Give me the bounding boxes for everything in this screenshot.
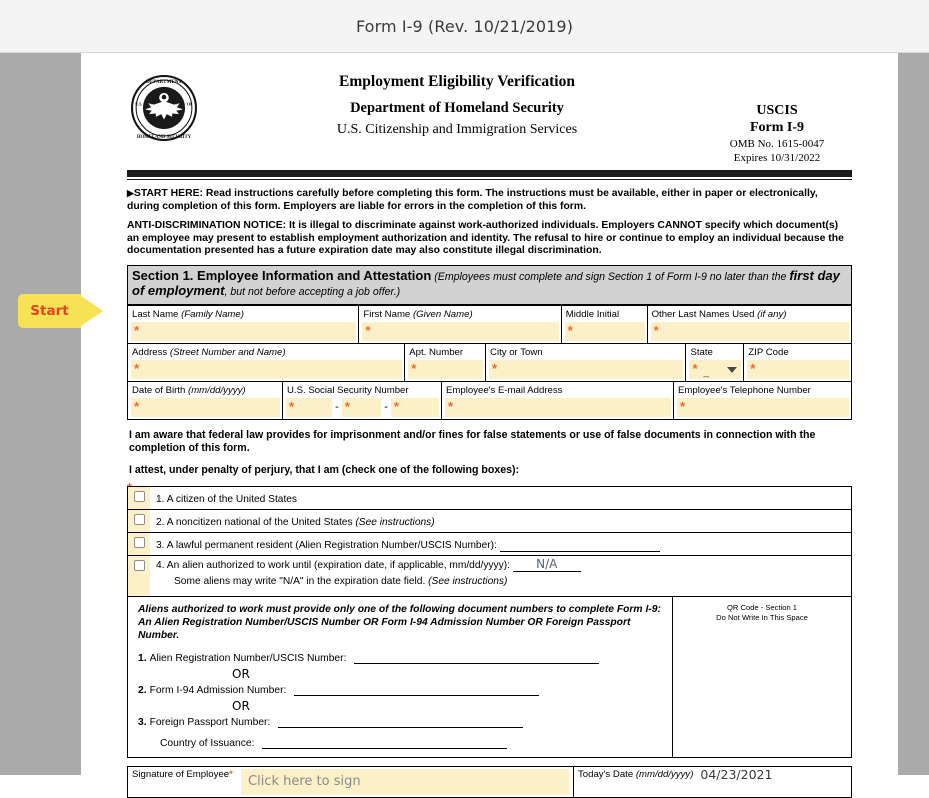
other-last-names-input[interactable] — [651, 322, 849, 341]
alien-registration-number-input[interactable] — [354, 651, 599, 664]
email-cell — [442, 382, 674, 419]
start-here-paragraph — [127, 187, 852, 213]
form-page — [81, 53, 898, 790]
window-title-bar — [0, 0, 929, 53]
triangle-right-icon: ▶ — [127, 188, 134, 198]
qr-code-title: QR Code - Section 1 — [726, 602, 798, 612]
antidiscrimination-cannot: CANNOT — [657, 220, 702, 232]
email-label: Employee's E-mail Address — [446, 384, 563, 396]
citizenship-option-3-label: 3. A lawful permanent resident (Alien Registration Number/USCIS Number): — [150, 536, 660, 552]
citizenship-option-2-label: 2. A noncitizen national of the United States (See instructions) — [156, 516, 435, 528]
alien-doc-3-number: 3. — [138, 716, 147, 728]
city-cell — [486, 344, 686, 381]
citizenship-option-4-label — [150, 556, 581, 588]
signature-row — [127, 766, 852, 798]
dob-input[interactable] — [131, 398, 280, 417]
todays-date-value[interactable]: 04/23/2021 — [700, 766, 773, 782]
antidiscrimination-text-1: It is illegal to discriminate against work-authorized individuals. Employers — [286, 220, 658, 232]
address-input[interactable] — [131, 360, 402, 379]
dob-label: Date of Birth (mm/dd/yyyy) — [132, 384, 246, 396]
ssn-label: U.S. Social Security Number — [287, 384, 409, 396]
start-tag-pointer-icon — [78, 294, 103, 328]
or-separator-1: OR — [232, 666, 250, 681]
section1-subtitle-2: , but not before accepting a job offer.) — [224, 286, 401, 299]
required-asterisk: * — [365, 322, 371, 338]
signature-placeholder: Click here to sign — [248, 774, 361, 790]
first-name-cell — [359, 306, 561, 343]
dhs-seal-icon — [130, 74, 198, 142]
apt-number-label: Apt. Number — [409, 346, 464, 358]
required-asterisk: * — [134, 360, 140, 376]
email-input[interactable] — [445, 398, 671, 417]
citizenship-option-2[interactable] — [127, 509, 852, 532]
last-name-cell — [128, 306, 359, 343]
omb-number: OMB No. 1615-0047 — [729, 138, 825, 150]
section1-title: Section 1. Employee Information and Attestation — [132, 267, 432, 283]
required-asterisk: * — [692, 360, 698, 376]
form-expiration: Expires 10/31/2022 — [733, 152, 821, 164]
section1-subtitle-1: (Employees must complete and sign Section 1 of Form I-9 no later than the — [434, 270, 790, 283]
citizenship-option-1-label: 1. A citizen of the United States — [156, 493, 298, 505]
alien-doc-3-label: Foreign Passport Number: — [149, 716, 271, 728]
header-divider-bar — [127, 170, 852, 177]
alien-registration-number-input-3[interactable] — [500, 540, 660, 552]
citizenship-option-4-line2: Some aliens may write "N/A" in the expiration date field. (See instructions) — [174, 575, 508, 587]
heading-dhs: Department of Homeland Security — [350, 100, 564, 116]
todays-date-cell — [574, 767, 851, 797]
apt-number-cell — [405, 344, 486, 381]
alien-documents-section — [127, 597, 852, 758]
svg-text:DEPARTMENT: DEPARTMENT — [146, 78, 182, 85]
header-divider-line — [127, 179, 852, 180]
passport-number-row — [138, 715, 664, 728]
or-separator-2: OR — [232, 698, 250, 713]
other-last-names-cell — [648, 306, 851, 343]
antidiscrimination-text-2: specify which document(s) an employee may present to establish employment authorization and identity. The refusal to hire or continue to employ an individual because the documentation presented has a future expiration date may also constitute illegal discrimination. — [127, 220, 844, 257]
state-cell — [686, 344, 744, 381]
alien-registration-number-row — [138, 651, 664, 664]
required-asterisk: * — [567, 322, 573, 338]
ssn-separator-2: - — [384, 400, 388, 413]
window-title: Form I-9 (Rev. 10/21/2019) — [355, 16, 574, 36]
phone-label: Employee's Telephone Number — [678, 384, 811, 396]
start-here-label: START HERE: — [133, 188, 203, 199]
city-label: City or Town — [490, 346, 543, 358]
signature-input[interactable] — [241, 769, 569, 795]
state-label: State — [690, 346, 713, 358]
last-name-label: Last Name (Family Name) — [132, 308, 244, 320]
instructions-block — [127, 187, 852, 258]
dob-ssn-contact-row — [127, 382, 852, 420]
heading-employment-eligibility: Employment Eligibility Verification — [339, 73, 575, 90]
middle-initial-input[interactable] — [565, 322, 645, 341]
section1-subtitle-bold: first day of employment — [132, 267, 840, 299]
start-arrow-tag[interactable] — [18, 294, 103, 328]
address-label: Address (Street Number and Name) — [132, 346, 286, 358]
svg-text:U.S.: U.S. — [135, 101, 143, 107]
apt-number-input[interactable] — [408, 360, 483, 379]
required-asterisk: * — [344, 398, 350, 414]
middle-initial-label: Middle Initial — [565, 308, 620, 320]
alien-documents-box — [128, 597, 673, 757]
alien-documents-intro-line1: Aliens authorized to work must provide only one of the following document numbers to complete Form I-9: — [138, 603, 661, 615]
address-cell — [128, 344, 405, 381]
qr-code-warning: Do Not Write In This Space — [716, 612, 808, 622]
phone-input[interactable] — [677, 398, 849, 417]
required-asterisk: * — [750, 360, 756, 376]
required-asterisk: * — [134, 322, 140, 338]
required-asterisk: * — [134, 398, 140, 414]
svg-text:OF: OF — [187, 101, 193, 107]
chevron-down-icon — [727, 367, 737, 373]
required-asterisk: * — [411, 360, 417, 376]
work-authorization-expiration-input[interactable]: N/A — [513, 558, 581, 572]
foreign-passport-number-input[interactable] — [278, 715, 523, 728]
checkbox-4[interactable] — [134, 560, 145, 571]
checkbox-strip — [128, 533, 150, 555]
form-number: Form I-9 — [749, 120, 805, 135]
name-fields-row — [127, 305, 852, 344]
signature-cell — [128, 767, 574, 797]
citizenship-option-4-line1: 4. An alien authorized to work until (expiration date, if applicable, mm/dd/yyyy): N/A — [156, 558, 581, 572]
alien-doc-1-number: 1. — [138, 652, 147, 664]
country-of-issuance-input[interactable] — [262, 736, 507, 749]
qr-code-placeholder-box — [673, 597, 851, 757]
checkbox-2[interactable] — [134, 514, 145, 525]
phone-cell — [674, 382, 851, 419]
citizenship-option-4[interactable] — [127, 555, 852, 597]
todays-date-label: Today's Date (mm/dd/yyyy) — [578, 768, 694, 780]
checkbox-strip — [128, 487, 150, 509]
start-tag-label: Start — [30, 303, 69, 319]
alien-doc-4-label: Country of Issuance: — [160, 737, 255, 749]
attestation-paragraph-1: I am aware that federal law provides for imprisonment and/or fines for false statements or use of false documents in connection with the completion of this form. — [129, 428, 816, 454]
attestation-text-block — [127, 429, 852, 477]
middle-initial-cell — [562, 306, 648, 343]
dob-cell — [128, 382, 283, 419]
antidiscrimination-paragraph — [127, 220, 852, 258]
ssn-cell — [283, 382, 442, 419]
first-name-label: First Name (Given Name) — [363, 308, 473, 320]
ssn-separator-1: - — [335, 400, 339, 413]
required-asterisk: * — [492, 360, 498, 376]
checkbox-1[interactable] — [134, 491, 145, 502]
checkbox-3[interactable] — [134, 537, 145, 548]
other-last-names-label: Other Last Names Used (if any) — [651, 308, 787, 320]
i94-admission-number-input[interactable] — [294, 683, 539, 696]
required-asterisk: * — [680, 398, 686, 414]
country-of-issuance-row — [138, 736, 664, 749]
svg-text:HOMELAND SECURITY: HOMELAND SECURITY — [136, 134, 192, 140]
zip-label: ZIP Code — [748, 346, 789, 358]
required-asterisk: * — [448, 398, 454, 414]
zip-input[interactable] — [747, 360, 849, 379]
ssn-part2-input[interactable] — [342, 398, 381, 417]
last-name-input[interactable] — [131, 322, 356, 341]
required-asterisk: * — [653, 322, 659, 338]
alien-doc-2-number: 2. — [138, 684, 147, 696]
required-asterisk: * — [393, 398, 399, 414]
form-masthead — [127, 72, 852, 164]
citizenship-options-group — [127, 486, 852, 597]
checkbox-strip — [128, 510, 150, 532]
state-dropdown[interactable] — [689, 360, 741, 379]
form-heading-block — [257, 72, 657, 139]
heading-uscis-full: U.S. Citizenship and Immigration Services — [336, 122, 578, 137]
agency-name: USCIS — [756, 103, 798, 118]
zip-cell — [744, 344, 851, 381]
required-asterisk: * — [229, 768, 233, 780]
ssn-input-group — [286, 398, 439, 417]
signature-label: Signature of Employee* — [132, 768, 233, 780]
citizenship-option-3[interactable] — [127, 532, 852, 555]
antidiscrimination-label: ANTI-DISCRIMINATION NOTICE: — [127, 220, 287, 232]
address-fields-row — [127, 344, 852, 382]
alien-doc-1-label: Alien Registration Number/USCIS Number: — [149, 652, 347, 664]
ssn-part1-input[interactable] — [286, 398, 332, 417]
ssn-part3-input[interactable] — [391, 398, 439, 417]
first-name-input[interactable] — [362, 322, 558, 341]
checkbox-strip — [128, 556, 150, 596]
required-asterisk: * — [289, 398, 295, 414]
i94-number-row — [138, 683, 664, 696]
attestation-paragraph-2: I attest, under penalty of perjury, that I am (check one of the following boxes): — [129, 463, 520, 476]
state-selected-value: _ — [703, 366, 710, 378]
agency-form-block — [702, 102, 852, 165]
start-here-text: Read instructions carefully before completing this form. The instructions must be available, either in paper or electronically, during completion of this form. Employers are liable for errors in the completion of this form. — [127, 188, 818, 212]
alien-documents-intro-line2: An Alien Registration Number/USCIS Number OR Form I-94 Admission Number OR Foreign Passport Number. — [138, 616, 631, 641]
alien-doc-2-label: Form I-94 Admission Number: — [149, 684, 287, 696]
citizenship-option-1[interactable] — [127, 486, 852, 509]
city-input[interactable] — [489, 360, 683, 379]
section1-header — [127, 265, 852, 305]
